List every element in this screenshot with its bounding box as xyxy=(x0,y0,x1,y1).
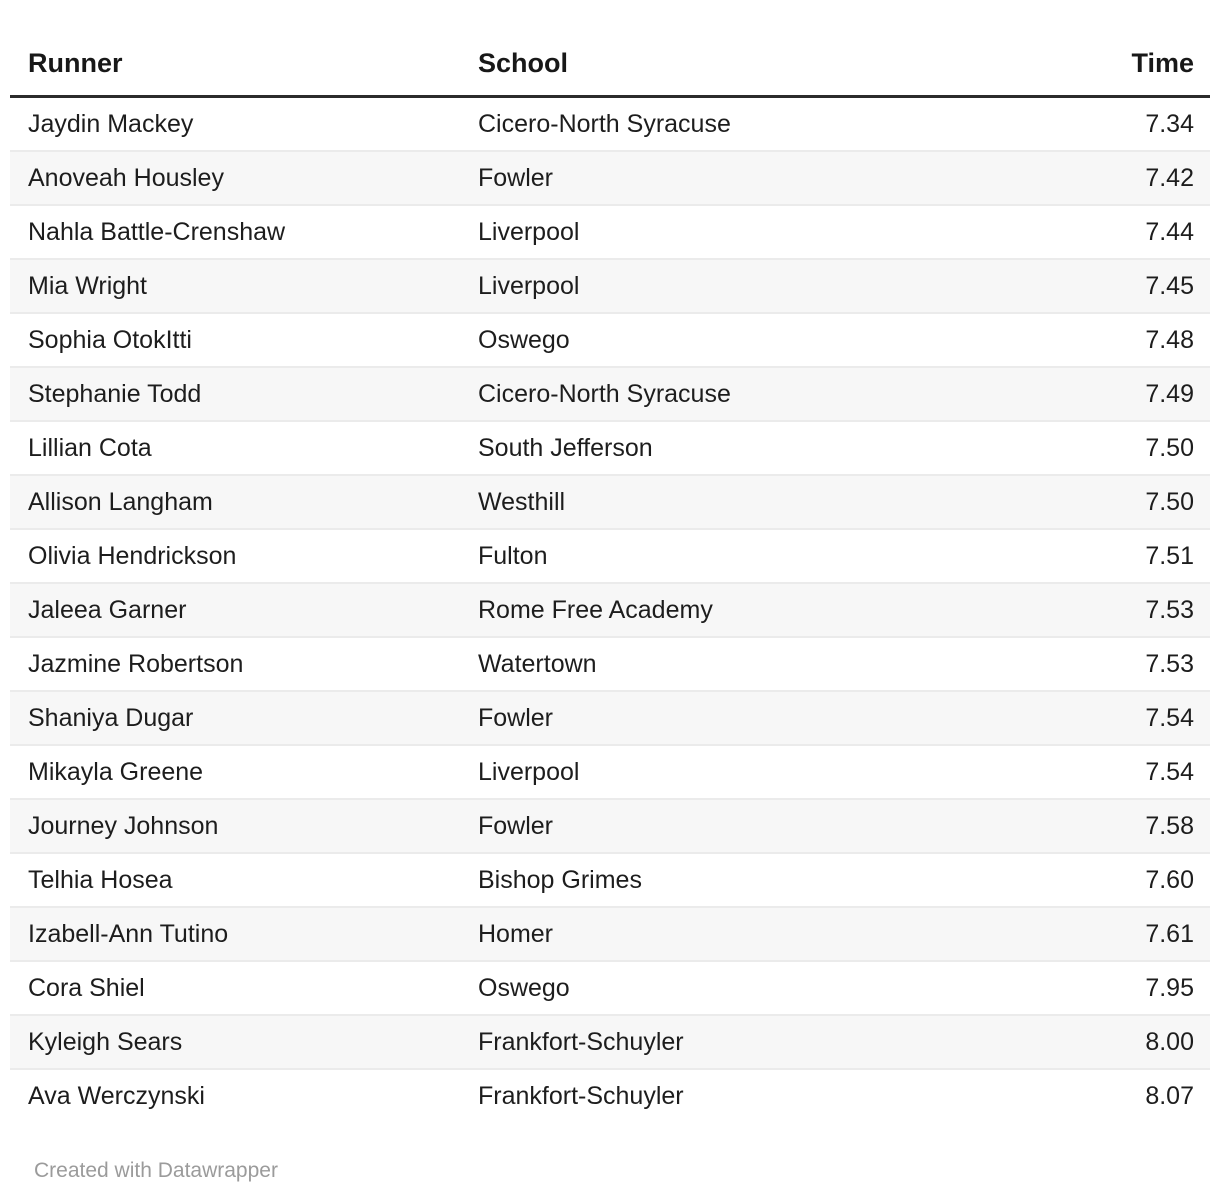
school-cell: Fulton xyxy=(478,542,548,570)
table-row xyxy=(10,367,1210,421)
school-cell: Liverpool xyxy=(478,272,580,300)
school-cell: Liverpool xyxy=(478,758,580,786)
time-cell: 7.53 xyxy=(1145,650,1194,678)
data-table-container xyxy=(10,0,1210,1184)
time-cell: 7.58 xyxy=(1145,812,1194,840)
attribution-footer xyxy=(34,1158,1210,1184)
runner-cell: Mia Wright xyxy=(28,272,148,300)
table-row xyxy=(10,745,1210,799)
school-cell: Cicero-North Syracuse xyxy=(478,110,731,138)
time-cell: 7.53 xyxy=(1145,596,1194,624)
table-row xyxy=(10,691,1210,745)
runner-cell: Telhia Hosea xyxy=(28,866,173,894)
school-cell: Rome Free Academy xyxy=(478,596,713,624)
column-header-school: School xyxy=(460,0,1035,97)
school-cell: Liverpool xyxy=(478,218,580,246)
school-cell: Watertown xyxy=(478,650,597,678)
school-cell: Fowler xyxy=(478,164,554,192)
runner-cell: Olivia Hendrickson xyxy=(28,542,237,570)
table-row xyxy=(10,907,1210,961)
table-row xyxy=(10,799,1210,853)
time-cell: 7.42 xyxy=(1145,164,1194,192)
runner-cell: Lillian Cota xyxy=(28,434,152,462)
school-cell: Oswego xyxy=(478,974,570,1002)
time-cell: 7.95 xyxy=(1145,974,1194,1002)
column-header-time: Time xyxy=(1035,0,1210,97)
time-cell: 7.54 xyxy=(1145,704,1194,732)
runner-cell: Jaleea Garner xyxy=(28,596,187,624)
school-cell: Cicero-North Syracuse xyxy=(478,380,731,408)
datawrapper-attribution-link[interactable]: Created with Datawrapper xyxy=(34,1159,278,1182)
table-row xyxy=(10,853,1210,907)
time-cell: 7.49 xyxy=(1145,380,1194,408)
runner-cell: Shaniya Dugar xyxy=(28,704,194,732)
table-row xyxy=(10,529,1210,583)
runner-cell: Journey Johnson xyxy=(28,812,219,840)
runner-cell: Jaydin Mackey xyxy=(28,110,194,138)
school-cell: Frankfort-Schuyler xyxy=(478,1082,684,1110)
table-row xyxy=(10,313,1210,367)
time-cell: 8.00 xyxy=(1145,1028,1194,1056)
column-header-runner: Runner xyxy=(10,0,460,97)
school-cell: South Jefferson xyxy=(478,434,653,462)
time-cell: 7.54 xyxy=(1145,758,1194,786)
runner-cell: Cora Shiel xyxy=(28,974,145,1002)
time-cell: 7.50 xyxy=(1145,434,1194,462)
runner-cell: Kyleigh Sears xyxy=(28,1028,183,1056)
table-row xyxy=(10,97,1210,152)
table-body xyxy=(10,97,1210,1123)
runner-cell: Stephanie Todd xyxy=(28,380,202,408)
school-cell: Frankfort-Schuyler xyxy=(478,1028,684,1056)
runner-cell: Sophia OtokItti xyxy=(28,326,192,354)
time-cell: 7.51 xyxy=(1145,542,1194,570)
time-cell: 7.60 xyxy=(1145,866,1194,894)
runner-cell: Jazmine Robertson xyxy=(28,650,244,678)
table-row xyxy=(10,961,1210,1015)
runner-cell: Allison Langham xyxy=(28,488,213,516)
table-row xyxy=(10,205,1210,259)
header-row xyxy=(10,0,1210,97)
runner-cell: Anoveah Housley xyxy=(28,164,224,192)
school-cell: Fowler xyxy=(478,704,554,732)
school-cell: Fowler xyxy=(478,812,554,840)
table-row xyxy=(10,475,1210,529)
school-cell: Westhill xyxy=(478,488,566,516)
table-row xyxy=(10,1015,1210,1069)
table-row xyxy=(10,151,1210,205)
runner-cell: Izabell-Ann Tutino xyxy=(28,920,229,948)
time-cell: 7.45 xyxy=(1145,272,1194,300)
runner-cell: Ava Werczynski xyxy=(28,1082,205,1110)
table-row xyxy=(10,637,1210,691)
time-cell: 7.50 xyxy=(1145,488,1194,516)
time-cell: 7.44 xyxy=(1145,218,1194,246)
table-row xyxy=(10,1069,1210,1122)
time-cell: 7.34 xyxy=(1145,110,1194,138)
results-table xyxy=(10,0,1210,1122)
table-row xyxy=(10,259,1210,313)
school-cell: Bishop Grimes xyxy=(478,866,642,894)
time-cell: 8.07 xyxy=(1145,1082,1194,1110)
runner-cell: Nahla Battle-Crenshaw xyxy=(28,218,286,246)
table-row xyxy=(10,421,1210,475)
school-cell: Homer xyxy=(478,920,554,948)
time-cell: 7.48 xyxy=(1145,326,1194,354)
time-cell: 7.61 xyxy=(1145,920,1194,948)
school-cell: Oswego xyxy=(478,326,570,354)
runner-cell: Mikayla Greene xyxy=(28,758,204,786)
table-row xyxy=(10,583,1210,637)
